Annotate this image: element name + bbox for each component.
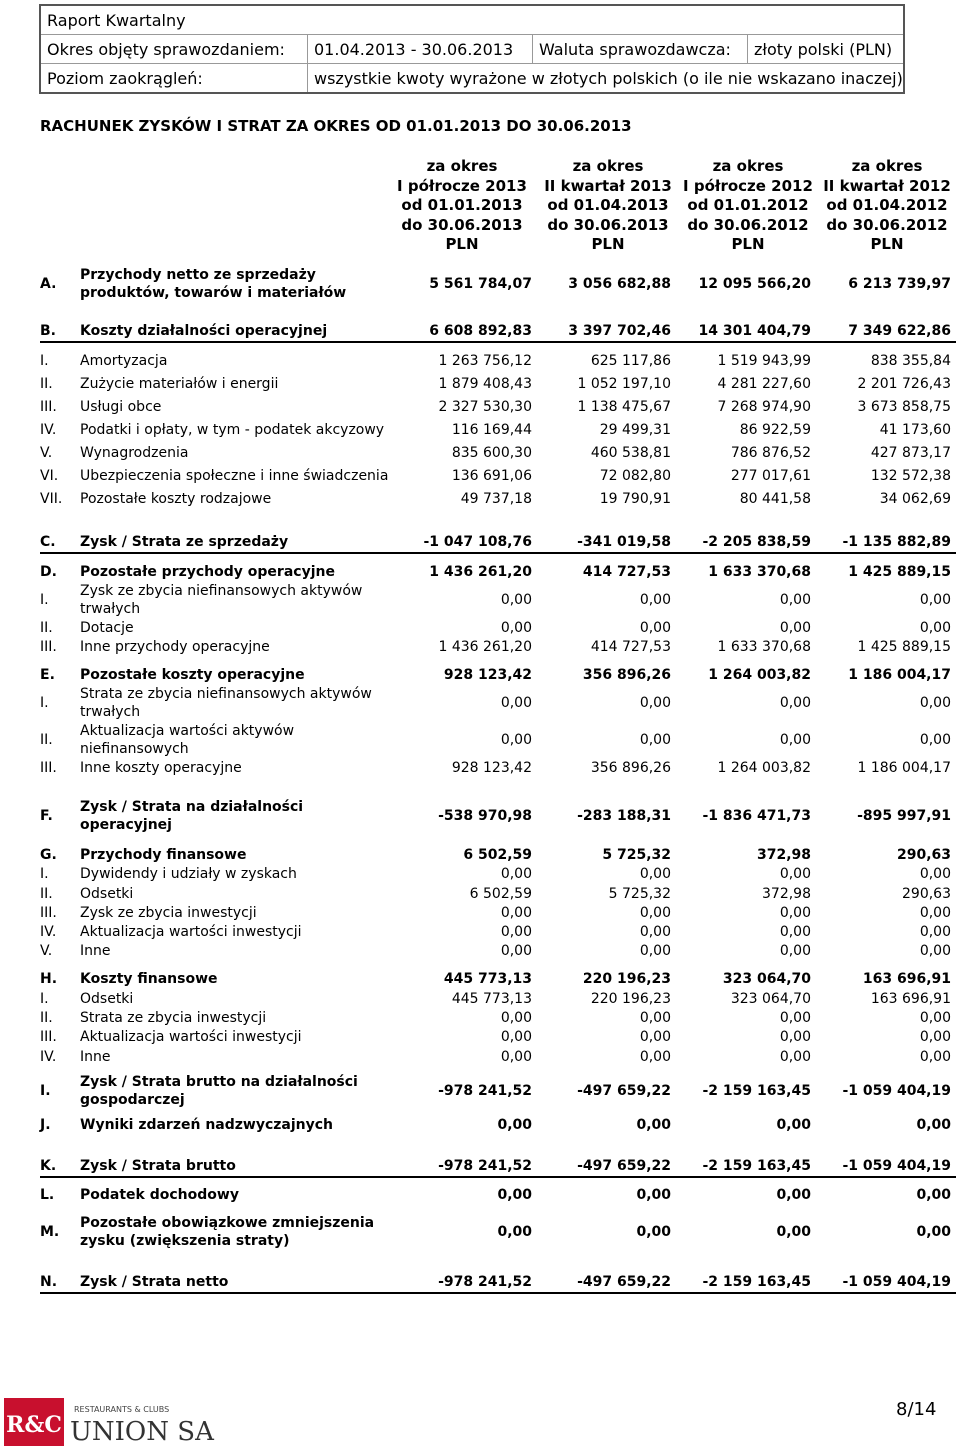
row-name: Zysk / Strata ze sprzedaży	[80, 534, 289, 550]
row-value: 41 173,60	[879, 422, 951, 438]
row-value: 372,98	[756, 847, 811, 863]
column-header	[538, 157, 678, 255]
row-value: 6 502,59	[469, 886, 532, 902]
row-value: 0,00	[639, 866, 671, 882]
report-type: Raport Kwartalny	[47, 10, 186, 30]
row-value: 5 725,32	[602, 847, 671, 863]
row-value: 0,00	[779, 732, 811, 748]
table-row	[40, 665, 956, 685]
table-row	[40, 443, 956, 463]
row-label: E.	[40, 667, 55, 683]
row-value: 1 519 943,99	[717, 353, 811, 369]
row-value: 0,00	[779, 866, 811, 882]
row-value: -1 836 471,73	[702, 808, 811, 824]
row-value: 0,00	[500, 905, 532, 921]
row-name: Zużycie materiałów i energii	[80, 376, 279, 392]
row-value: 5 561 784,07	[429, 276, 532, 292]
column-header-line: PLN	[731, 235, 765, 253]
row-value: 0,00	[500, 592, 532, 608]
row-value: 0,00	[500, 1029, 532, 1045]
svg-text:RESTAURANTS & CLUBS: RESTAURANTS & CLUBS	[74, 1405, 170, 1414]
row-value: 0,00	[919, 943, 951, 959]
row-value: 1 879 408,43	[438, 376, 532, 392]
row-value: 0,00	[497, 1117, 532, 1133]
row-label: K.	[40, 1158, 57, 1174]
row-value: 1 186 004,17	[857, 760, 951, 776]
table-row	[40, 265, 956, 303]
row-value: 445 773,13	[443, 971, 532, 987]
row-label: I.	[40, 991, 49, 1007]
row-name: Wyniki zdarzeń nadzwyczajnych	[80, 1117, 334, 1133]
row-name: Inne	[80, 943, 111, 959]
header-row-title	[41, 6, 903, 35]
column-header-line: za okres	[712, 157, 784, 175]
row-label: I.	[40, 695, 49, 711]
row-value: 6 502,59	[463, 847, 532, 863]
company-logo	[4, 1396, 214, 1448]
row-value: 116 169,44	[451, 422, 532, 438]
column-header-line: za okres	[851, 157, 923, 175]
row-value: 0,00	[500, 943, 532, 959]
header-row-period	[41, 35, 903, 64]
row-value: 2 327 530,30	[438, 399, 532, 415]
row-label: A.	[40, 276, 57, 292]
currency-label: Waluta sprawozdawcza:	[533, 35, 748, 63]
row-value: 86 922,59	[739, 422, 811, 438]
column-header-line: PLN	[870, 235, 904, 253]
row-name: Przychody netto ze sprzedaży produktów, towarów i materiałów	[80, 267, 347, 301]
column-header-line: II kwartał 2012	[823, 176, 951, 195]
row-label: G.	[40, 847, 57, 863]
row-value: -497 659,22	[577, 1083, 671, 1099]
row-value: 34 062,69	[879, 491, 951, 507]
row-value: 6 608 892,83	[429, 323, 532, 339]
svg-text:UNION SA: UNION SA	[70, 1417, 214, 1447]
table-row	[40, 532, 956, 554]
table-row	[40, 420, 956, 440]
row-value: 0,00	[639, 620, 671, 636]
column-header-line: do 30.06.2013	[401, 215, 523, 234]
table-row	[40, 489, 956, 509]
row-value: 3 673 858,75	[857, 399, 951, 415]
row-value: 49 737,18	[460, 491, 532, 507]
row-name: Usługi obce	[80, 399, 162, 415]
row-name: Aktualizacja wartości inwestycji	[80, 924, 302, 940]
table-row	[40, 989, 956, 1009]
row-value: 0,00	[500, 924, 532, 940]
table-row	[40, 374, 956, 394]
row-value: 220 196,23	[582, 971, 671, 987]
row-label: III.	[40, 905, 57, 921]
row-value: 928 123,42	[443, 667, 532, 683]
row-name: Podatki i opłaty, w tym - podatek akcyzowy	[80, 422, 385, 438]
row-value: 6 213 739,97	[848, 276, 951, 292]
row-value: 290,63	[896, 847, 951, 863]
table-row	[40, 321, 956, 343]
row-value: 445 773,13	[451, 991, 532, 1007]
row-label: B.	[40, 323, 56, 339]
table-row	[40, 1185, 956, 1205]
row-value: 323 064,70	[722, 971, 811, 987]
row-name: Przychody finansowe	[80, 847, 247, 863]
column-header-line: od 01.01.2012	[687, 196, 809, 214]
row-value: 0,00	[919, 620, 951, 636]
row-name: Strata ze zbycia inwestycji	[80, 1010, 267, 1026]
row-value: 0,00	[779, 695, 811, 711]
row-value: 0,00	[916, 1117, 951, 1133]
row-value: 427 873,17	[870, 445, 951, 461]
row-value: 0,00	[779, 1010, 811, 1026]
row-name: Zysk ze zbycia inwestycji	[80, 905, 257, 921]
row-value: 0,00	[639, 943, 671, 959]
row-label: F.	[40, 808, 53, 824]
row-value: 356 896,26	[582, 667, 671, 683]
row-label: C.	[40, 534, 56, 550]
row-name: Zysk / Strata brutto	[80, 1158, 236, 1174]
table-row	[40, 1156, 956, 1178]
row-name: Strata ze zbycia niefinansowych aktywów trwałych	[80, 686, 372, 720]
row-value: 14 301 404,79	[698, 323, 811, 339]
row-value: 0,00	[919, 866, 951, 882]
row-label: II.	[40, 732, 53, 748]
row-value: 7 268 974,90	[717, 399, 811, 415]
row-value: 1 263 756,12	[438, 353, 532, 369]
row-label: III.	[40, 639, 57, 655]
table-row	[40, 1008, 956, 1028]
row-value: -978 241,52	[438, 1083, 532, 1099]
row-name: Amortyzacja	[80, 353, 168, 369]
report-header	[39, 4, 905, 94]
row-value: 1 633 370,68	[717, 639, 811, 655]
row-label: L.	[40, 1187, 55, 1203]
row-value: 1 425 889,15	[857, 639, 951, 655]
row-value: 0,00	[639, 732, 671, 748]
row-value: 80 441,58	[739, 491, 811, 507]
row-value: 835 600,30	[451, 445, 532, 461]
table-row	[40, 922, 956, 942]
row-value: 414 727,53	[582, 564, 671, 580]
column-header-line: PLN	[445, 235, 479, 253]
row-value: 4 281 227,60	[717, 376, 811, 392]
row-name: Aktualizacja wartości inwestycji	[80, 1029, 302, 1045]
row-name: Pozostałe koszty rodzajowe	[80, 491, 272, 507]
row-value: 0,00	[779, 1029, 811, 1045]
row-name: Odsetki	[80, 991, 134, 1007]
row-value: 0,00	[636, 1187, 671, 1203]
table-row	[40, 1027, 956, 1047]
period-label: Okres objęty sprawozdaniem:	[41, 35, 308, 63]
row-name: Pozostałe obowiązkowe zmniejszenia zysku (zwiększenia straty)	[80, 1215, 375, 1249]
row-value: -978 241,52	[438, 1158, 532, 1174]
table-row	[40, 1115, 956, 1135]
row-value: 0,00	[639, 924, 671, 940]
row-value: 1 436 261,20	[438, 639, 532, 655]
row-value: 356 896,26	[590, 760, 671, 776]
row-label: J.	[40, 1117, 51, 1133]
table-row	[40, 1072, 956, 1110]
row-value: 1 633 370,68	[708, 564, 811, 580]
row-value: 19 790,91	[599, 491, 671, 507]
column-header-line: od 01.04.2013	[547, 196, 669, 214]
row-name: Zysk / Strata na działalności operacyjnej	[80, 799, 304, 833]
row-label: I.	[40, 1083, 51, 1099]
row-value: 0,00	[500, 732, 532, 748]
row-value: 290,63	[902, 886, 951, 902]
row-label: V.	[40, 943, 53, 959]
row-value: 0,00	[919, 732, 951, 748]
table-row	[40, 845, 956, 865]
row-value: 0,00	[779, 924, 811, 940]
row-value: 1 264 003,82	[708, 667, 811, 683]
row-value: 0,00	[500, 620, 532, 636]
column-header-line: za okres	[572, 157, 644, 175]
table-row	[40, 618, 956, 638]
row-value: 0,00	[919, 924, 951, 940]
row-value: 0,00	[919, 695, 951, 711]
row-label: III.	[40, 1029, 57, 1045]
table-row	[40, 1213, 956, 1251]
row-name: Aktualizacja wartości aktywów niefinansowych	[80, 723, 295, 757]
row-value: 0,00	[919, 1049, 951, 1065]
row-label: VI.	[40, 468, 59, 484]
row-value: 7 349 622,86	[848, 323, 951, 339]
row-value: -2 159 163,45	[702, 1158, 811, 1174]
row-value: 1 138 475,67	[577, 399, 671, 415]
row-value: 2 201 726,43	[857, 376, 951, 392]
row-name: Wynagrodzenia	[80, 445, 189, 461]
table-row	[40, 969, 956, 989]
row-value: 0,00	[776, 1187, 811, 1203]
table-row	[40, 466, 956, 486]
row-value: -283 188,31	[577, 808, 671, 824]
rounding-value: wszystkie kwoty wyrażone w złotych polskich (o ile nie wskazano inaczej)	[314, 68, 903, 88]
row-name: Inne	[80, 1049, 111, 1065]
row-value: 3 056 682,88	[568, 276, 671, 292]
row-value: 1 052 197,10	[577, 376, 671, 392]
row-label: I.	[40, 866, 49, 882]
row-value: -895 997,91	[857, 808, 951, 824]
column-header-line: do 30.06.2012	[826, 215, 948, 234]
row-value: 136 691,06	[451, 468, 532, 484]
row-value: 460 538,81	[590, 445, 671, 461]
row-value: 414 727,53	[590, 639, 671, 655]
row-value: 625 117,86	[590, 353, 671, 369]
column-header-line: I półrocze 2013	[397, 176, 527, 195]
row-name: Inne przychody operacyjne	[80, 639, 270, 655]
row-value: 0,00	[779, 905, 811, 921]
row-value: 1 264 003,82	[717, 760, 811, 776]
row-value: 0,00	[500, 1010, 532, 1026]
column-header-line: od 01.04.2012	[826, 196, 948, 214]
row-label: N.	[40, 1274, 58, 1290]
row-value: 0,00	[779, 1049, 811, 1065]
column-header-line: PLN	[591, 235, 625, 253]
table-row	[40, 1272, 956, 1294]
column-header-line: za okres	[426, 157, 498, 175]
row-value: 838 355,84	[870, 353, 951, 369]
row-value: 1 186 004,17	[848, 667, 951, 683]
row-name: Ubezpieczenia społeczne i inne świadczenia	[80, 468, 389, 484]
row-value: 0,00	[779, 620, 811, 636]
period-value: 01.04.2013 - 30.06.2013	[308, 35, 533, 63]
row-value: -538 970,98	[438, 808, 532, 824]
table-row	[40, 1047, 956, 1067]
svg-text:R&C: R&C	[6, 1412, 62, 1438]
row-label: III.	[40, 399, 57, 415]
row-value: 163 696,91	[870, 991, 951, 1007]
row-name: Koszty działalności operacyjnej	[80, 323, 328, 339]
row-label: I.	[40, 592, 49, 608]
table-row	[40, 758, 956, 778]
row-name: Zysk / Strata brutto na działalności gospodarczej	[80, 1074, 358, 1108]
row-value: -2 159 163,45	[702, 1274, 811, 1290]
column-header-line: do 30.06.2012	[687, 215, 809, 234]
row-value: 0,00	[500, 866, 532, 882]
row-value: 29 499,31	[599, 422, 671, 438]
table-row	[40, 941, 956, 961]
column-header-line: II kwartał 2013	[544, 176, 672, 195]
row-value: 277 017,61	[730, 468, 811, 484]
row-value: 0,00	[639, 1029, 671, 1045]
row-name: Koszty finansowe	[80, 971, 218, 987]
rounding-label: Poziom zaokrągleń:	[41, 64, 308, 92]
table-row	[40, 397, 956, 417]
row-value: 372,98	[762, 886, 811, 902]
table-row	[40, 562, 956, 582]
table-row	[40, 864, 956, 884]
row-label: II.	[40, 376, 53, 392]
row-value: 0,00	[779, 592, 811, 608]
row-value: -2 159 163,45	[702, 1083, 811, 1099]
row-value: 132 572,38	[870, 468, 951, 484]
row-value: 163 696,91	[862, 971, 951, 987]
row-label: VII.	[40, 491, 63, 507]
row-value: 0,00	[639, 592, 671, 608]
row-value: 3 397 702,46	[568, 323, 671, 339]
row-label: IV.	[40, 1049, 57, 1065]
column-header-line: I półrocze 2012	[683, 176, 813, 195]
row-name: Dotacje	[80, 620, 134, 636]
row-value: 0,00	[919, 1029, 951, 1045]
row-label: IV.	[40, 924, 57, 940]
table-row	[40, 903, 956, 923]
row-label: III.	[40, 760, 57, 776]
row-value: 0,00	[916, 1187, 951, 1203]
column-header	[678, 157, 818, 255]
row-label: M.	[40, 1224, 60, 1240]
row-value: 0,00	[497, 1187, 532, 1203]
row-value: 786 876,52	[730, 445, 811, 461]
row-value: -2 205 838,59	[702, 534, 811, 550]
row-value: 0,00	[919, 905, 951, 921]
row-value: 5 725,32	[608, 886, 671, 902]
row-value: 0,00	[497, 1224, 532, 1240]
header-row-rounding	[41, 64, 903, 92]
row-value: 1 425 889,15	[848, 564, 951, 580]
row-value: -497 659,22	[577, 1274, 671, 1290]
row-value: 12 095 566,20	[698, 276, 811, 292]
row-label: II.	[40, 620, 53, 636]
row-label: II.	[40, 886, 53, 902]
row-label: D.	[40, 564, 57, 580]
row-value: 0,00	[500, 695, 532, 711]
row-value: 0,00	[639, 905, 671, 921]
statement-title: RACHUNEK ZYSKÓW I STRAT ZA OKRES OD 01.01.2013 DO 30.06.2013	[40, 117, 632, 135]
row-name: Zysk / Strata netto	[80, 1274, 229, 1290]
row-value: 0,00	[636, 1117, 671, 1133]
table-row	[40, 684, 956, 722]
row-value: 0,00	[500, 1049, 532, 1065]
row-value: 0,00	[776, 1224, 811, 1240]
row-value: -341 019,58	[577, 534, 671, 550]
row-value: 0,00	[776, 1117, 811, 1133]
row-value: 323 064,70	[730, 991, 811, 1007]
column-header-line: do 30.06.2013	[547, 215, 669, 234]
row-name: Podatek dochodowy	[80, 1187, 239, 1203]
row-value: 1 436 261,20	[429, 564, 532, 580]
table-row	[40, 637, 956, 657]
row-value: -497 659,22	[577, 1158, 671, 1174]
row-label: I.	[40, 353, 49, 369]
row-value: 0,00	[779, 943, 811, 959]
row-value: 0,00	[639, 1010, 671, 1026]
row-value: -1 059 404,19	[842, 1274, 951, 1290]
row-label: V.	[40, 445, 53, 461]
row-value: 72 082,80	[599, 468, 671, 484]
row-name: Odsetki	[80, 886, 134, 902]
row-value: 0,00	[919, 592, 951, 608]
row-name: Pozostałe przychody operacyjne	[80, 564, 335, 580]
row-name: Dywidendy i udziały w zyskach	[80, 866, 297, 882]
row-value: 0,00	[919, 1010, 951, 1026]
row-label: H.	[40, 971, 58, 987]
row-value: 0,00	[636, 1224, 671, 1240]
row-name: Zysk ze zbycia niefinansowych aktywów trwałych	[80, 583, 363, 617]
column-header	[817, 157, 957, 255]
row-value: 0,00	[639, 695, 671, 711]
column-header	[392, 157, 532, 255]
row-value: -1 135 882,89	[842, 534, 951, 550]
row-value: -978 241,52	[438, 1274, 532, 1290]
table-row	[40, 721, 956, 759]
row-value: -1 059 404,19	[842, 1158, 951, 1174]
row-value: -1 047 108,76	[423, 534, 532, 550]
column-header-line: od 01.01.2013	[401, 196, 523, 214]
row-value: 0,00	[916, 1224, 951, 1240]
row-name: Inne koszty operacyjne	[80, 760, 242, 776]
table-row	[40, 797, 956, 835]
table-row	[40, 351, 956, 371]
row-label: II.	[40, 1010, 53, 1026]
row-value: 0,00	[639, 1049, 671, 1065]
row-label: IV.	[40, 422, 57, 438]
row-value: 928 123,42	[451, 760, 532, 776]
page-number: 8/14	[896, 1399, 937, 1420]
row-value: 220 196,23	[590, 991, 671, 1007]
table-row	[40, 884, 956, 904]
currency-value: złoty polski (PLN)	[754, 39, 893, 59]
row-value: -1 059 404,19	[842, 1083, 951, 1099]
row-name: Pozostałe koszty operacyjne	[80, 667, 305, 683]
table-row	[40, 581, 956, 619]
